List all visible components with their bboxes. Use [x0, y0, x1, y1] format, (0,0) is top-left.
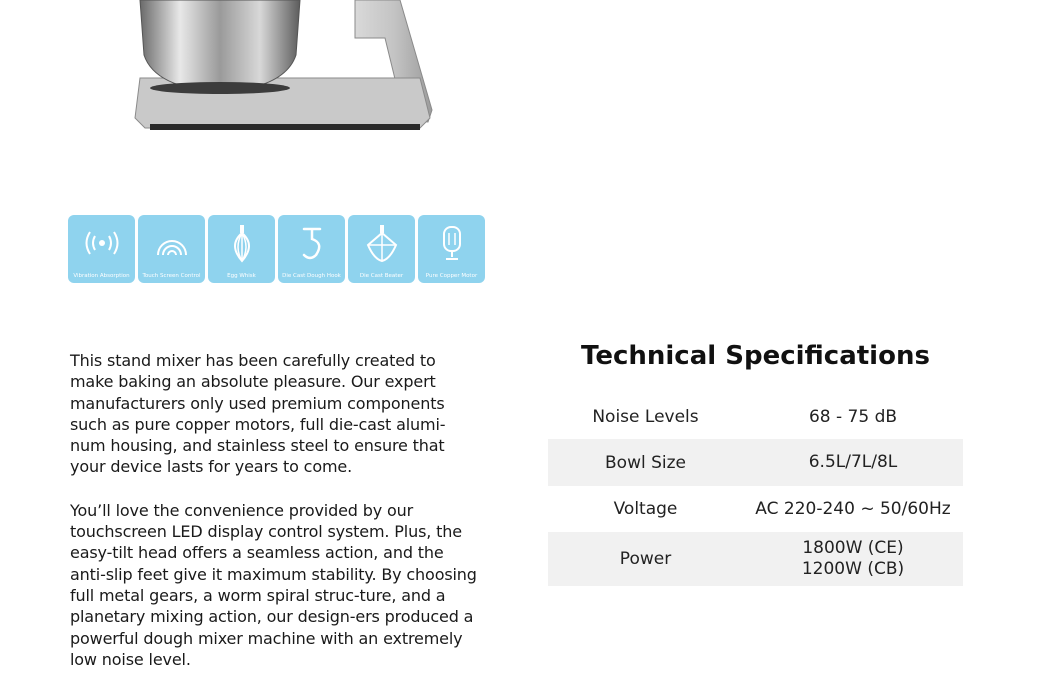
spec-key: Voltage — [613, 499, 678, 519]
beater-icon — [360, 223, 404, 263]
spec-key: Bowl Size — [605, 452, 686, 473]
copper-motor-icon — [430, 223, 474, 263]
feature-vibration-absorption — [68, 215, 135, 283]
spec-row-power — [548, 532, 963, 586]
spec-value-secondary: 1200W (CB) — [801, 559, 905, 579]
dough-hook-icon — [290, 223, 334, 263]
spec-value: 1800W (CE) — [802, 538, 904, 558]
spec-row-voltage — [548, 486, 963, 532]
egg-whisk-icon — [220, 223, 264, 263]
feature-label: Pure Copper Motor — [425, 273, 478, 279]
product-description — [70, 350, 480, 692]
feature-dough-hook — [278, 215, 345, 283]
spec-key: Power — [619, 549, 672, 569]
spec-row-noise — [548, 395, 963, 439]
description-paragraph-1: This stand mixer has been carefully created to make baking an absolute pleasure. Our expert manufacturers only used premium components such as pure copper motors, full die-cast alumi-num housing, and stainless steel to ensure that your device lasts for years to come. — [70, 351, 446, 477]
feature-label: Egg Whisk — [227, 273, 256, 279]
feature-die-cast-beater — [348, 215, 415, 283]
feature-label: Die Cast Beater — [359, 273, 404, 279]
spec-value: 68 - 75 dB — [808, 406, 898, 427]
spec-value-group — [743, 538, 963, 580]
feature-touch-screen-control — [138, 215, 205, 283]
spec-row-bowl-size — [548, 439, 963, 486]
touch-screen-icon — [150, 223, 194, 263]
feature-label: Vibration Absorption — [73, 273, 130, 279]
feature-label: Die Cast Dough Hook — [282, 273, 341, 279]
stand-mixer-image — [0, 0, 480, 140]
spec-key: Noise Levels — [592, 407, 699, 427]
vibration-icon — [80, 223, 124, 263]
spec-table — [548, 395, 963, 586]
spec-value: AC 220-240 ~ 50/60Hz — [755, 498, 951, 519]
description-paragraph-2: You’ll love the convenience provided by our touchscreen LED display control system. Plus, the easy-tilt head offers a seamless action, and the anti-slip feet give it maximum stability. By choosing full metal gears, a worm spiral struc-ture, and a planetary mixing action, our design-ers produced a powerful dough mixer machine with an extremely low noise level. — [70, 500, 477, 669]
feature-icons-row — [68, 215, 485, 283]
feature-label: Touch Screen Control — [142, 273, 201, 279]
spec-value: 6.5L/7L/8L — [808, 452, 898, 472]
spec-title: Technical Specifications — [581, 341, 930, 371]
feature-pure-copper-motor — [418, 215, 485, 283]
feature-egg-whisk — [208, 215, 275, 283]
